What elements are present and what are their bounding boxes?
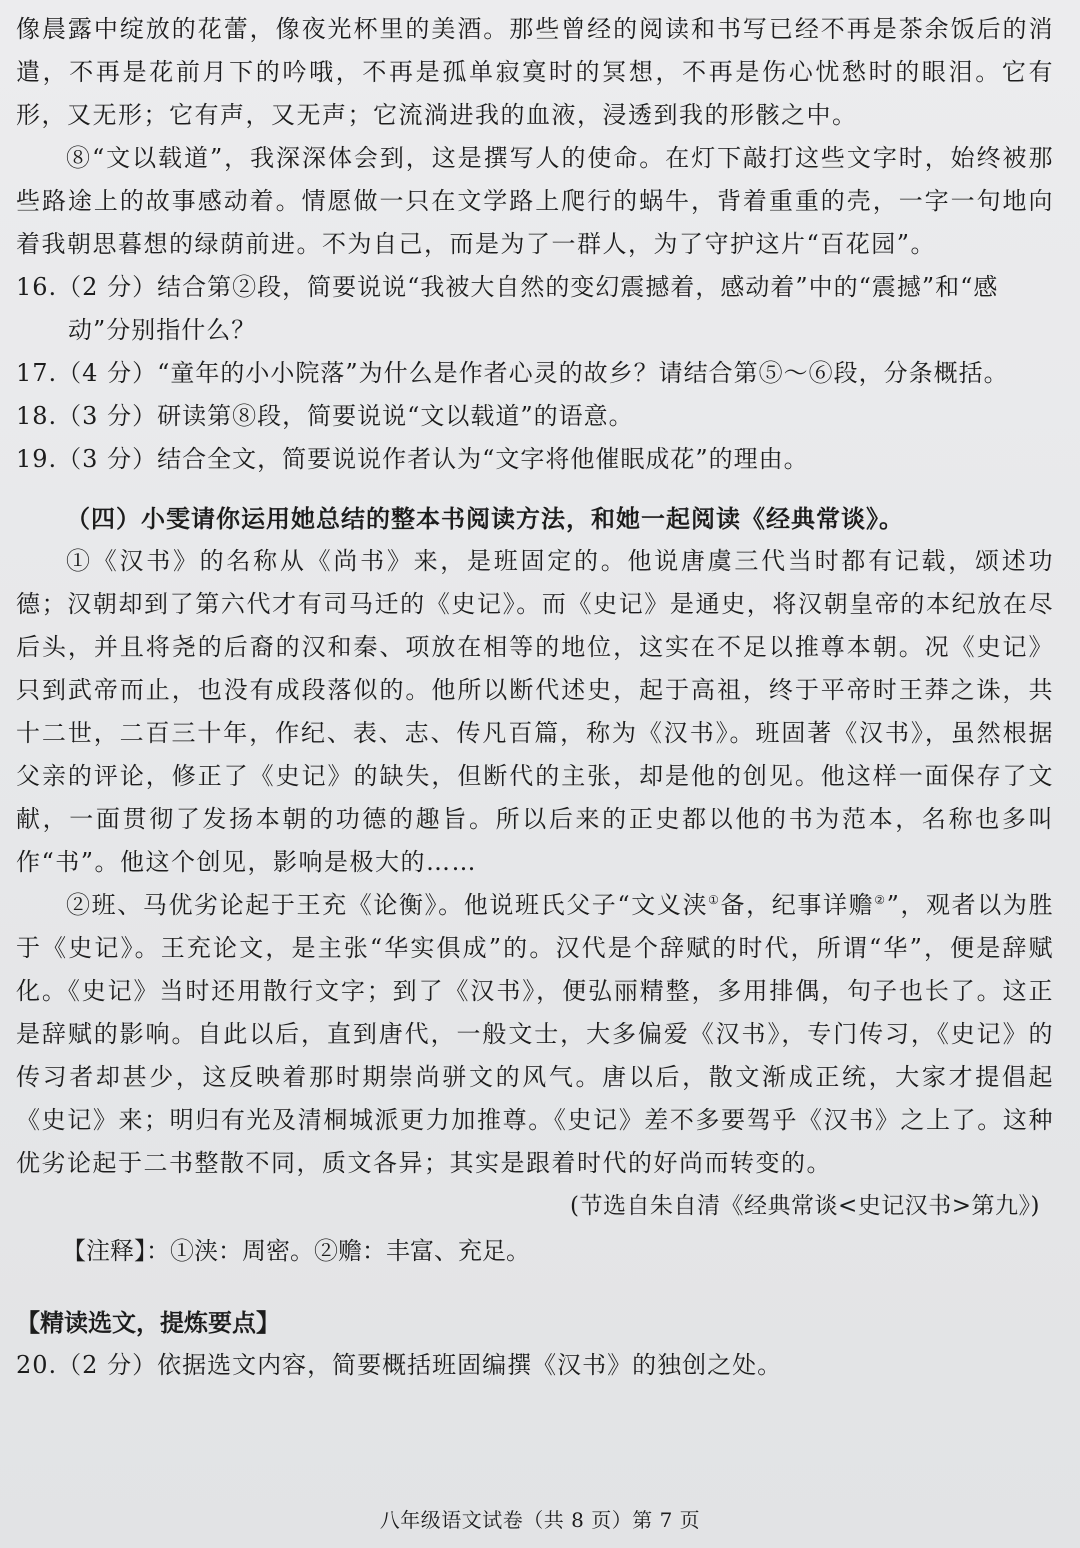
question-18 bbox=[16, 395, 1054, 438]
question-20: 20.（2 分）依据选文内容，简要概括班固编撰《汉书》的独创之处。 bbox=[16, 1351, 783, 1379]
question-17 bbox=[16, 352, 1054, 395]
passage-paragraph-7-tail: 像晨露中绽放的花蕾，像夜光杯里的美酒。那些曾经的阅读和书写已经不再是茶余饭后的消遣，不再是花前月下的吟哦，不再是孤单寂寞时的冥想，不再是伤心忧愁时的眼泪。它有形，又无形；它有声，又无声；它流淌进我的血液，浸透到我的形骸之中。 bbox=[16, 15, 1054, 129]
section-4-heading: （四）小雯请你运用她总结的整本书阅读方法，和她一起阅读《经典常谈》。 bbox=[66, 504, 904, 533]
question-19 bbox=[16, 438, 1054, 481]
reading-paragraph-1: ①《汉书》的名称从《尚书》来，是班固定的。他说唐虞三代当时都有记载，颂述功德；汉朝却到了第六代才有司马迁的《史记》。而《史记》是通史，将汉朝皇帝的本纪放在尽后头，并且将尧的后裔的汉和秦、项放在相等的地位，这实在不足以推尊本朝。况《史记》只到武帝而止，也没有成段落似的。他所以断代述史，起于高祖，终于平帝时王莽之诛，共十二世，二百三十年，作纪、表、志、传凡百篇，称为《汉书》。班固著《汉书》，虽然根据父亲的评论，修正了《史记》的缺失，但断代的主张，却是他的创见。他这样一面保存了文献，一面贯彻了发扬本朝的功德的趣旨。所以后来的正史都以他的书为范本，名称也多叫作“书”。他这个创见，影响是极大的…… bbox=[16, 547, 1054, 876]
question-16-text: 16.（2 分）结合第②段，简要说说“我被大自然的变幻震撼着，感动着”中的“震撼”和“感 bbox=[16, 273, 999, 301]
reading-paragraph-2-part-b: 备，纪事详赡 bbox=[720, 891, 875, 919]
question-list bbox=[16, 266, 1054, 481]
annotation-note: 【注释】：①浃：周密。②赡：丰富、充足。 bbox=[62, 1237, 530, 1265]
question-19-text: 19.（3 分）结合全文，简要说说作者认为“文字将他催眠成花”的理由。 bbox=[16, 445, 809, 473]
question-17-text: 17.（4 分）“童年的小小院落”为什么是作者心灵的故乡？请结合第⑤～⑥段，分条概括。 bbox=[16, 359, 1009, 387]
footnote-marker-2: ② bbox=[874, 893, 887, 907]
source-citation: (节选自朱自清《经典常谈<史记汉书>第九》) bbox=[570, 1193, 1040, 1219]
reading-paragraph-2-part-c: ”，观者以为胜于《史记》。王充论文，是主张“华实俱成”的。汉代是个辞赋的时代，所谓“华”，便是辞赋化。《史记》当时还用散行文字；到了《汉书》，便弘丽精整，多用排偶，句子也长了。这正是辞赋的影响。自此以后，直到唐代，一般文士，大多偏爱《汉书》，专门传习，《史记》的传习者却甚少，这反映着那时期崇尚骈文的风气。唐以后，散文渐成正统，大家才提倡起《史记》来；明归有光及清桐城派更力加推尊。《史记》差不多要驾乎《汉书》之上了。这种优劣论起于二书整散不同，质文各异；其实是跟着时代的好尚而转变的。 bbox=[16, 891, 1054, 1177]
footnote-marker-1: ① bbox=[708, 893, 721, 907]
page-footer: 八年级语文试卷（共 8 页）第 7 页 bbox=[379, 1508, 701, 1532]
passage-paragraph-8: ⑧“文以载道”，我深深体会到，这是撰写人的使命。在灯下敲打这些文字时，始终被那些路途上的故事感动着。情愿做一只在文学路上爬行的蜗牛，背着重重的壳，一字一句地向着我朝思暮想的绿荫前进。不为自己，而是为了一群人，为了守护这片“百花园”。 bbox=[16, 144, 1054, 258]
reading-paragraph-2-part-a: ②班、马优劣论起于王充《论衡》。他说班氏父子“文义浃 bbox=[66, 891, 709, 919]
reading-paragraph-2 bbox=[16, 884, 1054, 1185]
subsection-heading: 【精读选文，提炼要点】 bbox=[16, 1308, 280, 1337]
question-16 bbox=[16, 266, 1054, 352]
question-16-continuation: 动”分别指什么？ bbox=[68, 316, 257, 344]
question-18-text: 18.（3 分）研读第⑧段，简要说说“文以载道”的语意。 bbox=[16, 402, 634, 430]
